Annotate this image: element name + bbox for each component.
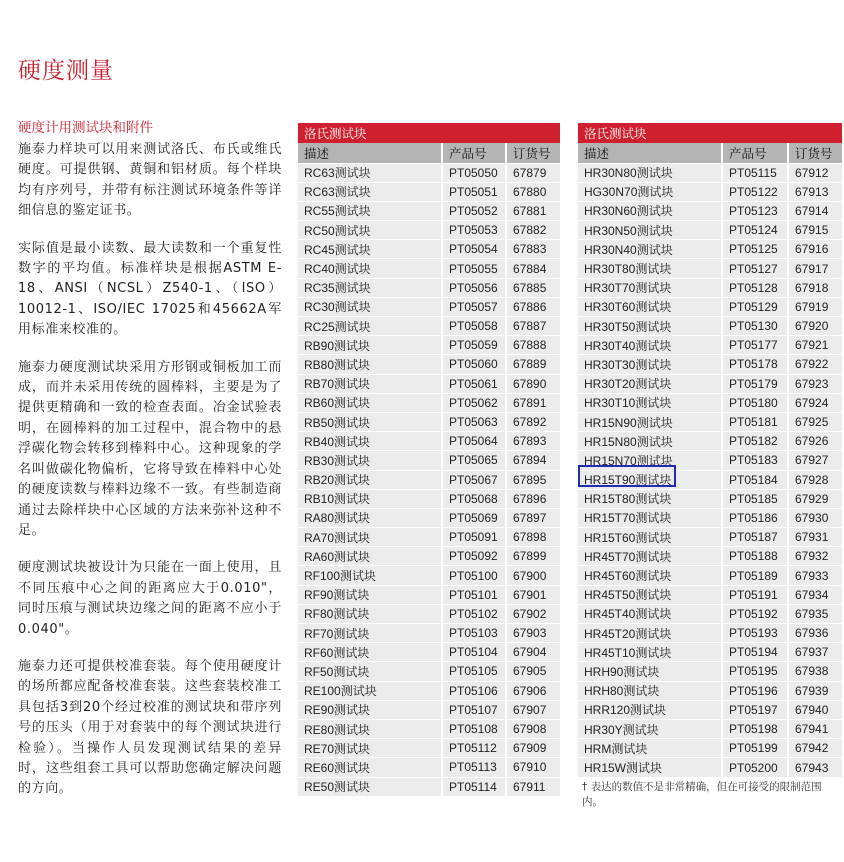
table-row bbox=[578, 528, 842, 547]
cell-product-no: PT05060 bbox=[442, 355, 506, 374]
cell-description: HR30N50测试块 bbox=[578, 221, 722, 240]
table-row bbox=[298, 585, 560, 604]
cell-product-no: PT05195 bbox=[722, 662, 788, 681]
cell-order-no: 67888 bbox=[506, 336, 560, 355]
table-row bbox=[298, 547, 560, 566]
cell-product-no: PT05182 bbox=[722, 432, 788, 451]
cell-order-no: 67879 bbox=[506, 163, 560, 182]
cell-order-no: 67894 bbox=[506, 451, 560, 470]
cell-description: HR15N70测试块 bbox=[578, 451, 722, 470]
table-row bbox=[298, 317, 560, 336]
cell-order-no: 67929 bbox=[788, 489, 842, 508]
cell-description: HR45T10测试块 bbox=[578, 643, 722, 662]
table-row bbox=[298, 355, 560, 374]
table-row bbox=[298, 259, 560, 278]
cell-order-no: 67910 bbox=[506, 758, 560, 777]
cell-order-no: 67909 bbox=[506, 739, 560, 758]
cell-product-no: PT05053 bbox=[442, 221, 506, 240]
table-row bbox=[298, 777, 560, 796]
cell-product-no: PT05069 bbox=[442, 508, 506, 527]
cell-order-no: 67906 bbox=[506, 681, 560, 700]
cell-order-no: 67927 bbox=[788, 451, 842, 470]
cell-order-no: 67928 bbox=[788, 470, 842, 489]
table-row bbox=[298, 566, 560, 585]
cell-description: HR30N40测试块 bbox=[578, 240, 722, 259]
cell-description: RB60测试块 bbox=[298, 393, 442, 412]
table-footnote: † 表达的数值不是非常精确，但在可接受的限制范围内。 bbox=[582, 781, 822, 808]
cell-order-no: 67902 bbox=[506, 604, 560, 623]
cell-description: HRH80测试块 bbox=[578, 681, 722, 700]
cell-product-no: PT05104 bbox=[442, 643, 506, 662]
cell-description: RC50测试块 bbox=[298, 221, 442, 240]
cell-product-no: PT05055 bbox=[442, 259, 506, 278]
cell-description: HR45T70测试块 bbox=[578, 547, 722, 566]
rockwell-table-2 bbox=[578, 123, 842, 777]
cell-description: HR30N80测试块 bbox=[578, 163, 722, 182]
cell-order-no: 67882 bbox=[506, 221, 560, 240]
cell-order-no: 67905 bbox=[506, 662, 560, 681]
cell-product-no: PT05127 bbox=[722, 259, 788, 278]
table-row bbox=[578, 719, 842, 738]
cell-description: HR30T30测试块 bbox=[578, 355, 722, 374]
page-title: 硬度测量 bbox=[18, 58, 114, 84]
cell-description: HR30T40测试块 bbox=[578, 336, 722, 355]
cell-order-no: 67925 bbox=[788, 412, 842, 431]
table-row bbox=[578, 374, 842, 393]
cell-description: HR30T20测试块 bbox=[578, 374, 722, 393]
cell-description: HR15W测试块 bbox=[578, 758, 722, 777]
cell-product-no: PT05051 bbox=[442, 182, 506, 201]
cell-description: HG30N70测试块 bbox=[578, 182, 722, 201]
cell-order-no: 67918 bbox=[788, 278, 842, 297]
cell-order-no: 67890 bbox=[506, 374, 560, 393]
cell-order-no: 67887 bbox=[506, 317, 560, 336]
cell-product-no: PT05064 bbox=[442, 432, 506, 451]
cell-product-no: PT05181 bbox=[722, 412, 788, 431]
cell-description: RE60测试块 bbox=[298, 758, 442, 777]
cell-product-no: PT05100 bbox=[442, 566, 506, 585]
cell-order-no: 67919 bbox=[788, 297, 842, 316]
section-subtitle: 硬度计用测试块和附件 bbox=[18, 120, 153, 136]
cell-product-no: PT05102 bbox=[442, 604, 506, 623]
rockwell-table-1 bbox=[298, 123, 560, 796]
cell-product-no: PT05115 bbox=[722, 163, 788, 182]
cell-product-no: PT05188 bbox=[722, 547, 788, 566]
cell-order-no: 67896 bbox=[506, 489, 560, 508]
cell-order-no: 67937 bbox=[788, 643, 842, 662]
cell-description: RE90测试块 bbox=[298, 700, 442, 719]
cell-order-no: 67892 bbox=[506, 412, 560, 431]
column-header-description: 描述 bbox=[298, 143, 442, 163]
table-row bbox=[578, 163, 842, 182]
table-row bbox=[298, 240, 560, 259]
column-header-order-no: 订货号 bbox=[788, 143, 842, 163]
cell-description: RC25测试块 bbox=[298, 317, 442, 336]
cell-description: RB10测试块 bbox=[298, 489, 442, 508]
table-row bbox=[298, 201, 560, 220]
table-row bbox=[298, 412, 560, 431]
cell-order-no: 67916 bbox=[788, 240, 842, 259]
table-row bbox=[578, 297, 842, 316]
cell-description: HR30T60测试块 bbox=[578, 297, 722, 316]
table-row bbox=[298, 451, 560, 470]
table-row bbox=[578, 700, 842, 719]
table-row bbox=[578, 662, 842, 681]
table-row bbox=[298, 278, 560, 297]
table-row bbox=[298, 643, 560, 662]
cell-product-no: PT05059 bbox=[442, 336, 506, 355]
cell-description: RC30测试块 bbox=[298, 297, 442, 316]
cell-description: HR15T70测试块 bbox=[578, 508, 722, 527]
cell-product-no: PT05113 bbox=[442, 758, 506, 777]
cell-product-no: PT05177 bbox=[722, 336, 788, 355]
cell-product-no: PT05057 bbox=[442, 297, 506, 316]
table-row bbox=[578, 566, 842, 585]
cell-order-no: 67898 bbox=[506, 528, 560, 547]
cell-order-no: 67915 bbox=[788, 221, 842, 240]
cell-order-no: 67884 bbox=[506, 259, 560, 278]
cell-description: HR30T80测试块 bbox=[578, 259, 722, 278]
cell-product-no: PT05129 bbox=[722, 297, 788, 316]
table-row bbox=[298, 470, 560, 489]
cell-order-no: 67881 bbox=[506, 201, 560, 220]
cell-product-no: PT05185 bbox=[722, 489, 788, 508]
table-row bbox=[298, 336, 560, 355]
table-caption: 洛氏测试块 bbox=[298, 123, 560, 143]
cell-description: RE80测试块 bbox=[298, 719, 442, 738]
cell-description: HRH90测试块 bbox=[578, 662, 722, 681]
cell-product-no: PT05092 bbox=[442, 547, 506, 566]
cell-order-no: 67885 bbox=[506, 278, 560, 297]
table-row bbox=[298, 182, 560, 201]
cell-product-no: PT05200 bbox=[722, 758, 788, 777]
cell-order-no: 67895 bbox=[506, 470, 560, 489]
column-header-order-no: 订货号 bbox=[506, 143, 560, 163]
table-row bbox=[298, 489, 560, 508]
cell-product-no: PT05180 bbox=[722, 393, 788, 412]
cell-order-no: 67883 bbox=[506, 240, 560, 259]
table-row bbox=[578, 182, 842, 201]
cell-description: RB90测试块 bbox=[298, 336, 442, 355]
cell-order-no: 67933 bbox=[788, 566, 842, 585]
cell-order-no: 67939 bbox=[788, 681, 842, 700]
cell-product-no: PT05103 bbox=[442, 624, 506, 643]
cell-order-no: 67889 bbox=[506, 355, 560, 374]
cell-description: RE70测试块 bbox=[298, 739, 442, 758]
cell-product-no: PT05187 bbox=[722, 528, 788, 547]
cell-product-no: PT05178 bbox=[722, 355, 788, 374]
cell-description: RC55测试块 bbox=[298, 201, 442, 220]
cell-description: RC63测试块 bbox=[298, 163, 442, 182]
cell-order-no: 67911 bbox=[506, 777, 560, 796]
cell-description: HR30Y测试块 bbox=[578, 719, 722, 738]
cell-order-no: 67923 bbox=[788, 374, 842, 393]
cell-order-no: 67922 bbox=[788, 355, 842, 374]
cell-product-no: PT05091 bbox=[442, 528, 506, 547]
cell-description: RB70测试块 bbox=[298, 374, 442, 393]
intro-paragraph: 实际值是最小读数、最大读数和一个重复性数字的平均值。标准样块是根据ASTM E-18、ANSI（NCSL）Z540-1、（ISO）10012-1、ISO/IEC 17025和45662A军用标准来校准的。 bbox=[18, 240, 282, 338]
cell-description: RA60测试块 bbox=[298, 547, 442, 566]
cell-description: RC63测试块 bbox=[298, 182, 442, 201]
table-row bbox=[578, 393, 842, 412]
cell-order-no: 67934 bbox=[788, 585, 842, 604]
cell-product-no: PT05198 bbox=[722, 719, 788, 738]
cell-product-no: PT05125 bbox=[722, 240, 788, 259]
table-row bbox=[578, 221, 842, 240]
cell-description: HR45T40测试块 bbox=[578, 604, 722, 623]
table-row bbox=[578, 355, 842, 374]
cell-order-no: 67943 bbox=[788, 758, 842, 777]
table-row bbox=[298, 374, 560, 393]
table-row bbox=[578, 240, 842, 259]
cell-order-no: 67893 bbox=[506, 432, 560, 451]
table-row bbox=[578, 547, 842, 566]
table-row bbox=[578, 317, 842, 336]
cell-description: RB50测试块 bbox=[298, 412, 442, 431]
cell-product-no: PT05058 bbox=[442, 317, 506, 336]
table-row bbox=[298, 297, 560, 316]
cell-product-no: PT05193 bbox=[722, 624, 788, 643]
table-row bbox=[578, 412, 842, 431]
cell-order-no: 67880 bbox=[506, 182, 560, 201]
table-row bbox=[298, 700, 560, 719]
intro-paragraph: 施泰力还可提供校准套装。每个使用硬度计的场所都应配备校准套装。这些套装校准工具包括3到20个经过校准的测试块和带序列号的压头（用于对套装中的每个测试块进行检验）。当操作人员发现测试结果的差异时，这些组套工具可以帮助您确定解决问题的方向。 bbox=[18, 658, 282, 797]
cell-description: HR30T50测试块 bbox=[578, 317, 722, 336]
cell-product-no: PT05068 bbox=[442, 489, 506, 508]
cell-product-no: PT05062 bbox=[442, 393, 506, 412]
cell-product-no: PT05191 bbox=[722, 585, 788, 604]
cell-product-no: PT05061 bbox=[442, 374, 506, 393]
cell-order-no: 67926 bbox=[788, 432, 842, 451]
cell-description: HR15T80测试块 bbox=[578, 489, 722, 508]
cell-order-no: 67886 bbox=[506, 297, 560, 316]
cell-product-no: PT05056 bbox=[442, 278, 506, 297]
cell-description: RF70测试块 bbox=[298, 624, 442, 643]
cell-description: HR15T60测试块 bbox=[578, 528, 722, 547]
cell-description: RF50测试块 bbox=[298, 662, 442, 681]
column-header-product-no: 产品号 bbox=[722, 143, 788, 163]
column-header-description: 描述 bbox=[578, 143, 722, 163]
intro-paragraph: 硬度测试块被设计为只能在一面上使用，且不同压痕中心之间的距离应大于0.010"，同时压痕与测试块边缘之间的距离不应小于0.040"。 bbox=[18, 560, 282, 637]
cell-product-no: PT05112 bbox=[442, 739, 506, 758]
table-row bbox=[298, 662, 560, 681]
table-row bbox=[298, 604, 560, 623]
cell-order-no: 67917 bbox=[788, 259, 842, 278]
table-row bbox=[298, 221, 560, 240]
table-row bbox=[578, 489, 842, 508]
cell-product-no: PT05194 bbox=[722, 643, 788, 662]
cell-product-no: PT05197 bbox=[722, 700, 788, 719]
cell-description: HR30N60测试块 bbox=[578, 201, 722, 220]
cell-description: RB40测试块 bbox=[298, 432, 442, 451]
cell-product-no: PT05122 bbox=[722, 182, 788, 201]
cell-description: RC45测试块 bbox=[298, 240, 442, 259]
cell-product-no: PT05183 bbox=[722, 451, 788, 470]
cell-description: HR30T70测试块 bbox=[578, 278, 722, 297]
cell-description: HRM测试块 bbox=[578, 739, 722, 758]
cell-order-no: 67900 bbox=[506, 566, 560, 585]
cell-order-no: 67903 bbox=[506, 624, 560, 643]
cell-product-no: PT05196 bbox=[722, 681, 788, 700]
cell-description: RE50测试块 bbox=[298, 777, 442, 796]
cell-order-no: 67912 bbox=[788, 163, 842, 182]
table-row bbox=[578, 739, 842, 758]
cell-product-no: PT05184 bbox=[722, 470, 788, 489]
cell-description: HR15N90测试块 bbox=[578, 412, 722, 431]
cell-description: HR45T60测试块 bbox=[578, 566, 722, 585]
table-row bbox=[298, 508, 560, 527]
cell-product-no: PT05199 bbox=[722, 739, 788, 758]
cell-description: HRR120测试块 bbox=[578, 700, 722, 719]
cell-order-no: 67935 bbox=[788, 604, 842, 623]
cell-product-no: PT05101 bbox=[442, 585, 506, 604]
cell-product-no: PT05192 bbox=[722, 604, 788, 623]
cell-product-no: PT05067 bbox=[442, 470, 506, 489]
table-row bbox=[298, 739, 560, 758]
cell-description: HR15T90测试块 bbox=[578, 470, 722, 489]
cell-product-no: PT05124 bbox=[722, 221, 788, 240]
cell-product-no: PT05107 bbox=[442, 700, 506, 719]
cell-product-no: PT05128 bbox=[722, 278, 788, 297]
cell-order-no: 67901 bbox=[506, 585, 560, 604]
cell-order-no: 67907 bbox=[506, 700, 560, 719]
cell-description: RA70测试块 bbox=[298, 528, 442, 547]
cell-order-no: 67936 bbox=[788, 624, 842, 643]
cell-product-no: PT05065 bbox=[442, 451, 506, 470]
cell-description: RC35测试块 bbox=[298, 278, 442, 297]
cell-product-no: PT05108 bbox=[442, 719, 506, 738]
cell-order-no: 67931 bbox=[788, 528, 842, 547]
cell-description: RB80测试块 bbox=[298, 355, 442, 374]
column-header-product-no: 产品号 bbox=[442, 143, 506, 163]
table-caption: 洛氏测试块 bbox=[578, 123, 842, 143]
cell-description: HR30T10测试块 bbox=[578, 393, 722, 412]
cell-order-no: 67930 bbox=[788, 508, 842, 527]
cell-product-no: PT05130 bbox=[722, 317, 788, 336]
table-row bbox=[298, 624, 560, 643]
cell-description: RE100测试块 bbox=[298, 681, 442, 700]
table-row bbox=[298, 163, 560, 182]
cell-order-no: 67914 bbox=[788, 201, 842, 220]
cell-order-no: 67941 bbox=[788, 719, 842, 738]
table-row bbox=[578, 278, 842, 297]
cell-description: HR15N80测试块 bbox=[578, 432, 722, 451]
cell-order-no: 67940 bbox=[788, 700, 842, 719]
cell-order-no: 67913 bbox=[788, 182, 842, 201]
cell-order-no: 67942 bbox=[788, 739, 842, 758]
cell-description: RB20测试块 bbox=[298, 470, 442, 489]
cell-order-no: 67904 bbox=[506, 643, 560, 662]
cell-description: HR45T20测试块 bbox=[578, 624, 722, 643]
table-row bbox=[578, 336, 842, 355]
cell-product-no: PT05054 bbox=[442, 240, 506, 259]
table-row bbox=[298, 432, 560, 451]
cell-product-no: PT05063 bbox=[442, 412, 506, 431]
cell-product-no: PT05123 bbox=[722, 201, 788, 220]
intro-paragraph: 施泰力硬度测试块采用方形钢或铜板加工而成，而并未采用传统的圆棒料，主要是为了提供更精确和一致的检查表面。冶金试验表明，在圆棒料的加工过程中，混合物中的悬浮碳化物会转移到棒料中心。这种现象的学名叫做碳化物偏析，它将导致在棒料中心处的硬度读数与棒料边缘不一致。有些制造商通过去除样块中心区域的方法来弥补这种不足。 bbox=[18, 359, 282, 538]
cell-product-no: PT05114 bbox=[442, 777, 506, 796]
cell-description: RA80测试块 bbox=[298, 508, 442, 527]
table-row bbox=[578, 585, 842, 604]
cell-product-no: PT05050 bbox=[442, 163, 506, 182]
cell-description: RC40测试块 bbox=[298, 259, 442, 278]
cell-product-no: PT05186 bbox=[722, 508, 788, 527]
table-row bbox=[298, 393, 560, 412]
cell-order-no: 67899 bbox=[506, 547, 560, 566]
intro-column bbox=[18, 116, 282, 817]
cell-description: HR45T50测试块 bbox=[578, 585, 722, 604]
cell-description: RF80测试块 bbox=[298, 604, 442, 623]
cell-product-no: PT05052 bbox=[442, 201, 506, 220]
table-row bbox=[578, 643, 842, 662]
table-row bbox=[578, 259, 842, 278]
table-row bbox=[578, 508, 842, 527]
cell-order-no: 67891 bbox=[506, 393, 560, 412]
table-row bbox=[298, 528, 560, 547]
table-row bbox=[578, 624, 842, 643]
cell-product-no: PT05179 bbox=[722, 374, 788, 393]
cell-order-no: 67921 bbox=[788, 336, 842, 355]
cell-product-no: PT05189 bbox=[722, 566, 788, 585]
table-row bbox=[298, 719, 560, 738]
cell-description: RF100测试块 bbox=[298, 566, 442, 585]
table-row bbox=[578, 604, 842, 623]
cell-description: RF90测试块 bbox=[298, 585, 442, 604]
table-row bbox=[578, 201, 842, 220]
cell-order-no: 67932 bbox=[788, 547, 842, 566]
table-row bbox=[298, 758, 560, 777]
table-row bbox=[578, 432, 842, 451]
cell-order-no: 67908 bbox=[506, 719, 560, 738]
intro-paragraph: 施泰力样块可以用来测试洛氏、布氏或维氏硬度。可提供钢、黄铜和铝材质。每个样块均有序列号，并带有标注测试环境条件等详细信息的鉴定证书。 bbox=[18, 142, 282, 219]
cell-order-no: 67924 bbox=[788, 393, 842, 412]
cell-description: RB30测试块 bbox=[298, 451, 442, 470]
cell-description: RF60测试块 bbox=[298, 643, 442, 662]
cell-product-no: PT05106 bbox=[442, 681, 506, 700]
selection-highlight-box bbox=[578, 465, 676, 487]
cell-product-no: PT05105 bbox=[442, 662, 506, 681]
cell-order-no: 67897 bbox=[506, 508, 560, 527]
table-row bbox=[298, 681, 560, 700]
table-row bbox=[578, 758, 842, 777]
table-row bbox=[578, 681, 842, 700]
cell-order-no: 67938 bbox=[788, 662, 842, 681]
cell-order-no: 67920 bbox=[788, 317, 842, 336]
